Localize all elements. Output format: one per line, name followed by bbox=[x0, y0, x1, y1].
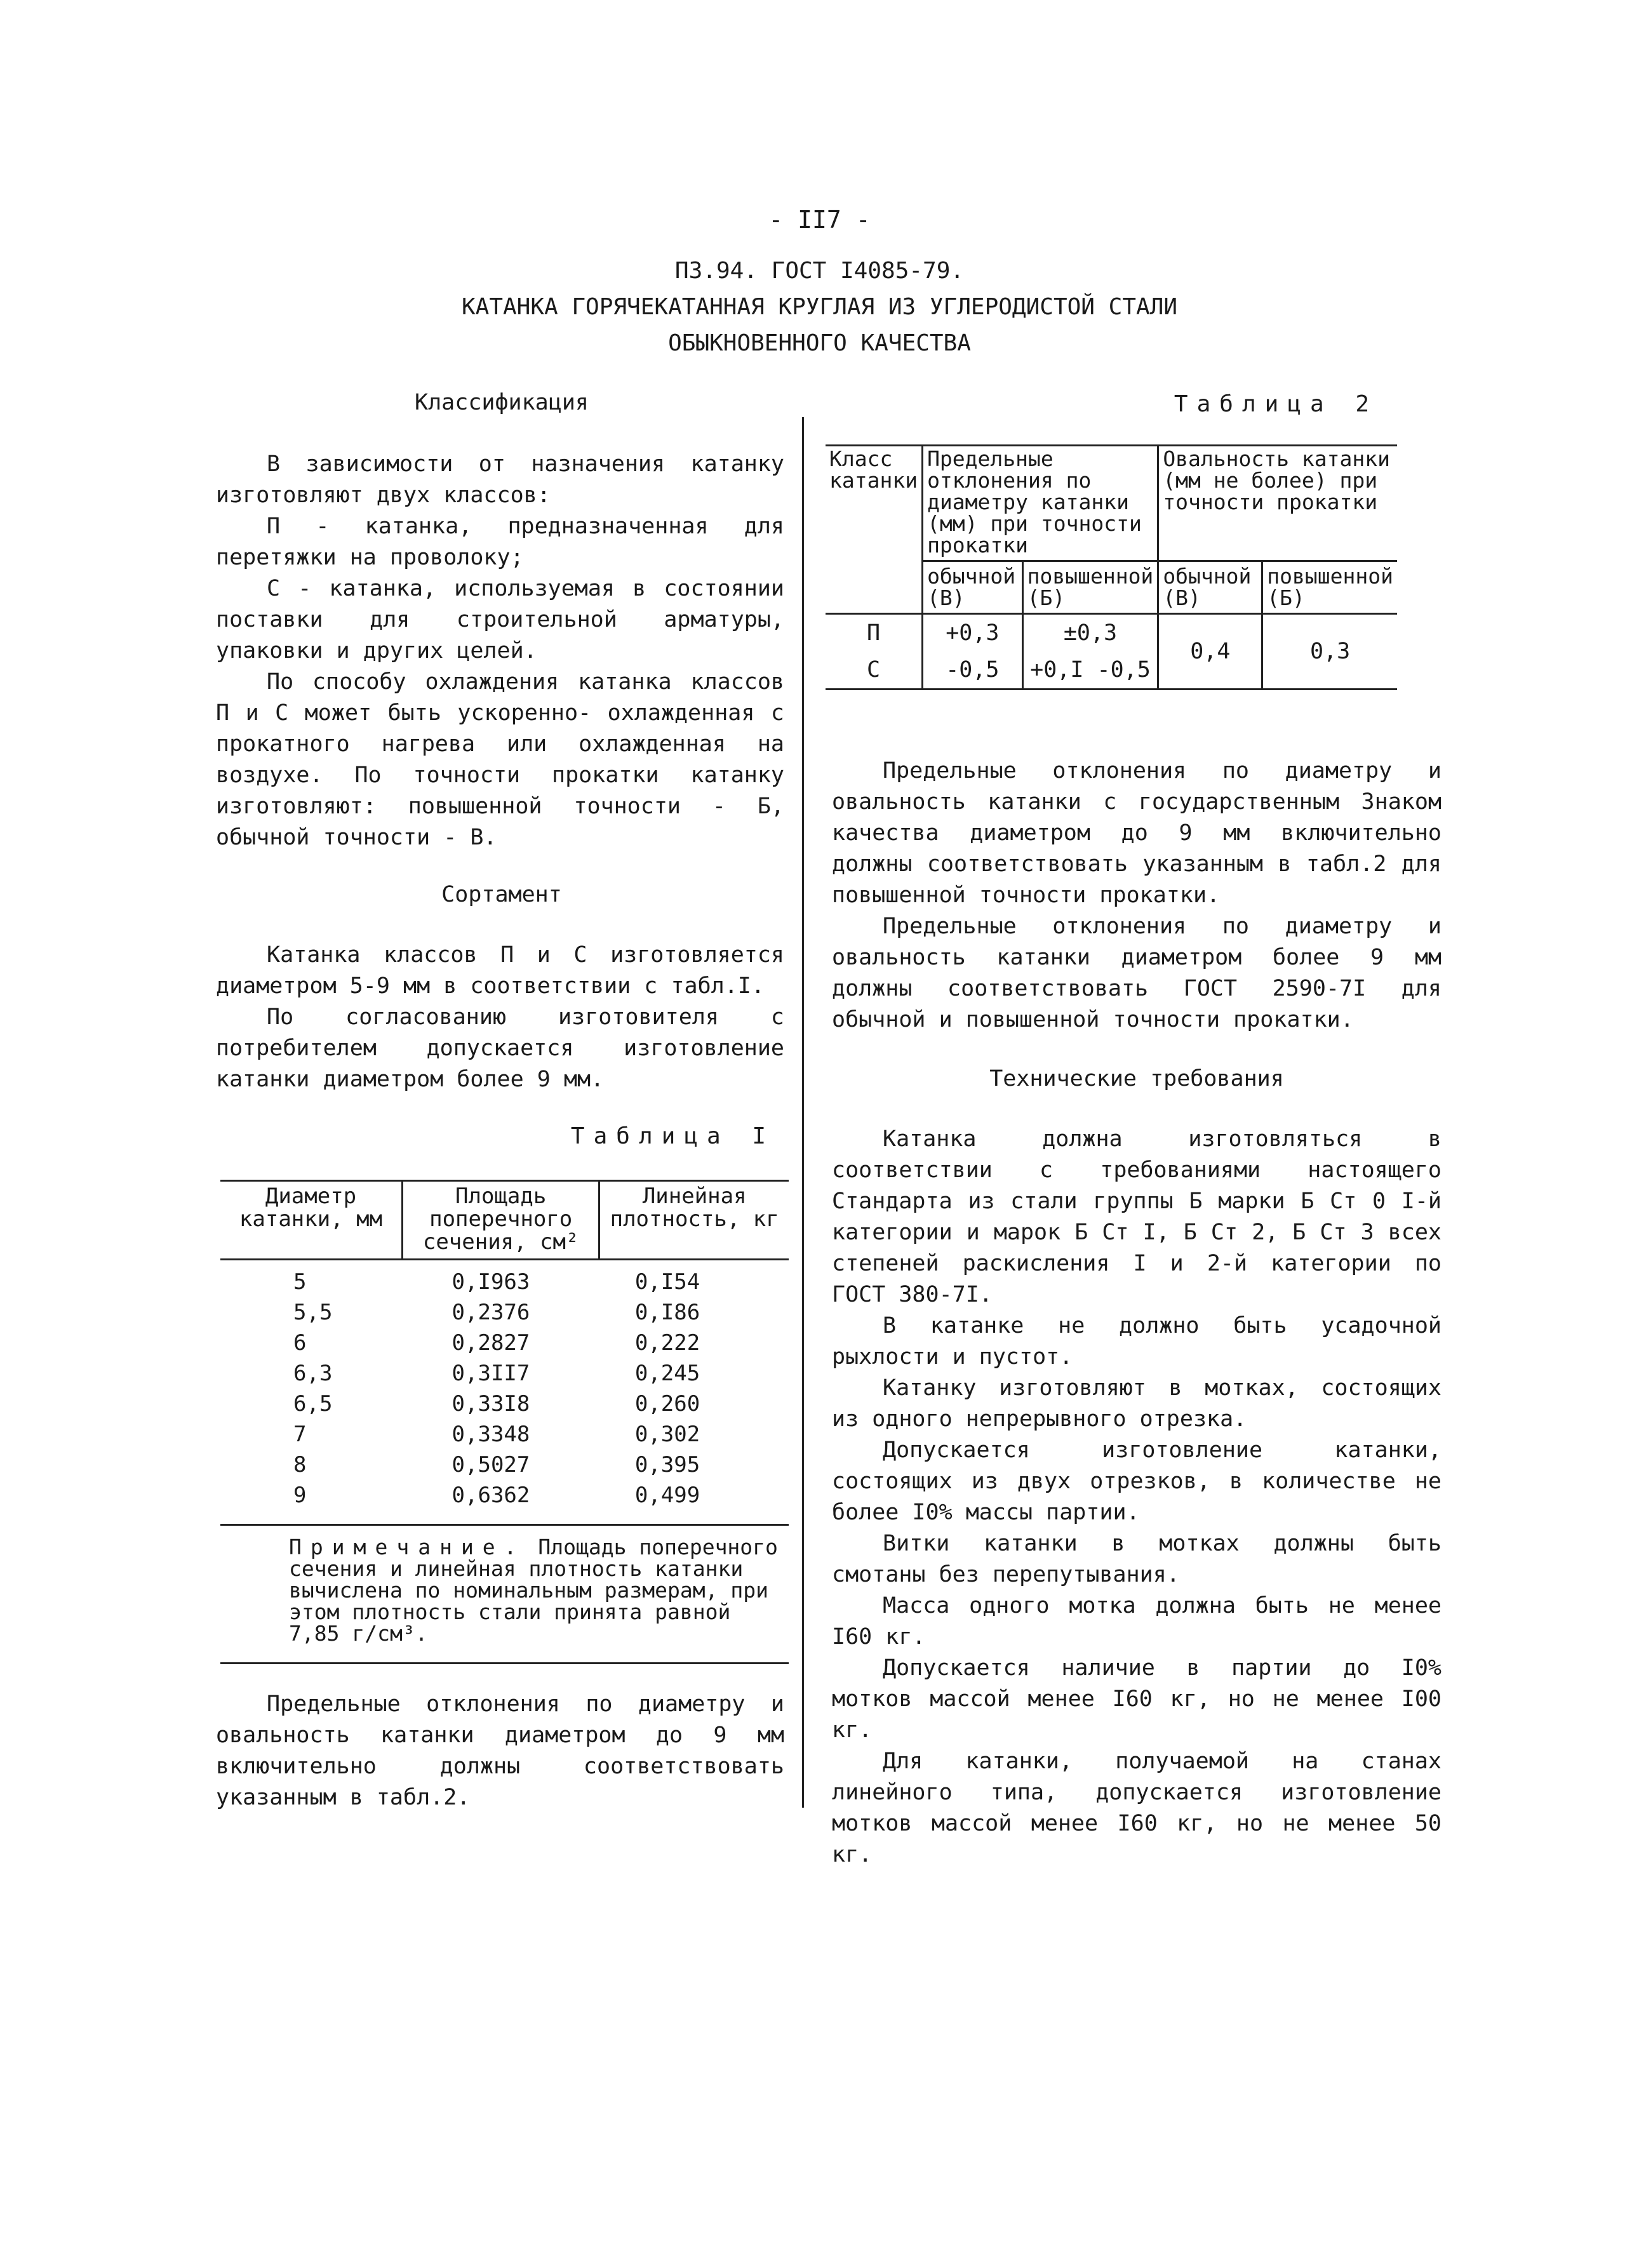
assortment-para-2: По согласованию изготовителя с потребителем допускается изготовление катанки диаметром более 9 мм. bbox=[216, 1004, 784, 1092]
technical-requirements-heading: Технические требования bbox=[989, 1066, 1284, 1091]
table1-cell: 8 bbox=[293, 1452, 307, 1478]
table1-cell: 0,I963 bbox=[452, 1269, 530, 1295]
header-line-3: ОБЫКНОВЕННОГО КАЧЕСТВА bbox=[668, 330, 971, 356]
table1-cell: 6 bbox=[293, 1330, 307, 1356]
table2-cell: ±0,3 bbox=[1022, 614, 1158, 652]
tech-para-1: Катанка должна изготовляться в соответствии с требованиями настоящего Стандарта из стали группы Б марки Б Ст 0 I-й категории и марок Б Ст I, Б Ст 2, Б Ст 3 всех степеней раскисления I и 2-й категории по ГОСТ 380-7I. bbox=[832, 1126, 1442, 1307]
table-row bbox=[220, 1480, 789, 1511]
table-row bbox=[220, 1260, 789, 1298]
table2-oval-high: 0,3 bbox=[1262, 614, 1397, 690]
table2-caption: Таблица 2 bbox=[1174, 391, 1378, 417]
tech-para-4: Допускается изготовление катанки, состоящих из двух отрезков, в количестве не более I0% массы партии. bbox=[832, 1438, 1442, 1525]
table1-note bbox=[289, 1537, 791, 1644]
tech-para-2: В катанке не должно быть усадочной рыхлости и пустот. bbox=[832, 1313, 1442, 1370]
final-para: Предельные отклонения по диаметру и овальность катанки диаметром до 9 мм включительно должны соответствовать указанным в табл.2. bbox=[216, 1691, 784, 1810]
table1-cell: 0,499 bbox=[634, 1483, 700, 1508]
table1-cell: 0,6362 bbox=[452, 1483, 530, 1508]
table-row bbox=[220, 1389, 789, 1419]
table2-note-para-2: Предельные отклонения по диаметру и овальность катанки диаметром более 9 мм должны соответствовать ГОСТ 2590-7I для обычной и повышенной точности прокатки. bbox=[832, 914, 1442, 1032]
table1-cell: 6,3 bbox=[293, 1361, 333, 1386]
table1-cell: 0,33I8 bbox=[452, 1391, 530, 1417]
table1-cell: 0,I54 bbox=[634, 1269, 700, 1295]
table1-cell: 0,260 bbox=[634, 1391, 700, 1417]
table1-cell: 5,5 bbox=[293, 1300, 333, 1325]
table2-header-ovality: Овальность катанки (мм не более) при точности прокатки bbox=[1158, 444, 1397, 561]
final-section bbox=[216, 1689, 784, 1813]
table1-bottom-rule bbox=[220, 1524, 789, 1526]
table1-cell: 0,2827 bbox=[452, 1330, 530, 1356]
technical-requirements-section bbox=[832, 1124, 1442, 1871]
table1 bbox=[220, 1180, 789, 1511]
table-row bbox=[826, 614, 1397, 652]
table1-cell: 0,I86 bbox=[634, 1300, 700, 1325]
tech-para-8: Для катанки, получаемой на станах линейного типа, допускается изготовление мотков массой менее I60 кг, но не менее 50 кг. bbox=[832, 1749, 1442, 1867]
table1-caption: Таблица I bbox=[570, 1123, 775, 1149]
table2-note-para-1: Предельные отклонения по диаметру и овальность катанки с государственным Знаком качества диаметром до 9 мм включительно должны соответствовать указанным в табл.2 для повышенной точности прокатки. bbox=[832, 758, 1442, 908]
table1-header-area: Площадь поперечного сечения, см² bbox=[403, 1180, 599, 1260]
tech-para-6: Масса одного мотка должна быть не менее I60 кг. bbox=[832, 1593, 1442, 1650]
table1-cell: 7 bbox=[293, 1422, 307, 1447]
table-row bbox=[220, 1450, 789, 1480]
table1-header-diameter: Диаметр катанки, мм bbox=[220, 1180, 403, 1260]
table1-cell: 0,3348 bbox=[452, 1422, 530, 1447]
table2-header-class: Класс катанки bbox=[826, 444, 923, 614]
table1-cell: 0,222 bbox=[634, 1330, 700, 1356]
assortment-heading: Сортамент bbox=[441, 882, 562, 907]
table2-header-dev-high: повышенной (Б) bbox=[1022, 561, 1158, 614]
table1-cell: 9 bbox=[293, 1483, 307, 1508]
classification-heading: Классификация bbox=[415, 390, 589, 415]
classification-section bbox=[216, 449, 784, 853]
table2-header-dev-normal: обычной (В) bbox=[923, 561, 1023, 614]
column-divider bbox=[802, 417, 804, 1808]
table2-header-oval-high: повышенной (Б) bbox=[1262, 561, 1397, 614]
classification-para-2: П - катанка, предназначенная для перетяжки на проволоку; bbox=[216, 514, 784, 570]
table2-header-oval-normal: обычной (В) bbox=[1158, 561, 1262, 614]
classification-para-4: По способу охлаждения катанка классов П и С может быть ускоренно- охлажденная с прокатного нагрева или охлажденная на воздухе. По точности прокатки катанку изготовляют: повышенной точности - Б, обычной точности - В. bbox=[216, 669, 784, 850]
table2-cell: +0,3 bbox=[923, 614, 1023, 652]
table1-header-density: Линейная плотность, кг bbox=[599, 1180, 789, 1260]
table-row bbox=[220, 1419, 789, 1450]
assortment-section bbox=[216, 940, 784, 1095]
note-text: Площадь поперечного сечения и линейная плотность катанки вычислена по номинальным размерам, при этом плотность стали принята равной 7,85 г/см³. bbox=[289, 1535, 778, 1646]
table1-cell: 0,395 bbox=[634, 1452, 700, 1478]
table1-cell: 5 bbox=[293, 1269, 307, 1295]
table1-cell: 0,2376 bbox=[452, 1300, 530, 1325]
table2-class-cell: П bbox=[866, 620, 881, 646]
classification-para-1: В зависимости от назначения катанку изготовляют двух классов: bbox=[216, 451, 784, 508]
note-label: Примечание. bbox=[289, 1535, 526, 1559]
table2 bbox=[826, 444, 1397, 690]
table2-header-deviation: Предельные отклонения по диаметру катанки (мм) при точности прокатки bbox=[923, 444, 1158, 561]
tech-para-5: Витки катанки в мотках должны быть смотаны без перепутывания. bbox=[832, 1531, 1442, 1587]
header-line-2: КАТАНКА ГОРЯЧЕКАТАННАЯ КРУГЛАЯ ИЗ УГЛЕРОДИСТОЙ СТАЛИ bbox=[461, 294, 1178, 320]
table2-oval-normal: 0,4 bbox=[1158, 614, 1262, 690]
table1-cell: 0,302 bbox=[634, 1422, 700, 1447]
document-header bbox=[0, 253, 1639, 361]
assortment-para-1: Катанка классов П и С изготовляется диаметром 5-9 мм в соответствии с табл.I. bbox=[216, 942, 784, 999]
table1-cell: 0,245 bbox=[634, 1361, 700, 1386]
header-line-1: ПЗ.94. ГОСТ I4085-79. bbox=[674, 258, 965, 284]
page-number: - II7 - bbox=[768, 206, 871, 234]
table2-cell: -0,5 bbox=[923, 651, 1023, 690]
tech-para-7: Допускается наличие в партии до I0% мотков массой менее I60 кг, но не менее I00 кг. bbox=[832, 1655, 1442, 1743]
table-row bbox=[220, 1358, 789, 1389]
table-row bbox=[220, 1328, 789, 1358]
table1-cell: 6,5 bbox=[293, 1391, 333, 1417]
table2-class-cell: С bbox=[826, 651, 923, 690]
table1-cell: 0,3II7 bbox=[452, 1361, 530, 1386]
table-row bbox=[220, 1297, 789, 1328]
tech-para-3: Катанку изготовляют в мотках, состоящих из одного непрерывного отрезка. bbox=[832, 1375, 1442, 1432]
table1-cell: 0,5027 bbox=[452, 1452, 530, 1478]
classification-para-3: С - катанка, используемая в состоянии поставки для строительной арматуры, упаковки и других целей. bbox=[216, 576, 784, 664]
table2-notes-section bbox=[832, 756, 1442, 1036]
table2-cell: +0,I -0,5 bbox=[1022, 651, 1158, 690]
note-bottom-rule bbox=[220, 1662, 789, 1664]
